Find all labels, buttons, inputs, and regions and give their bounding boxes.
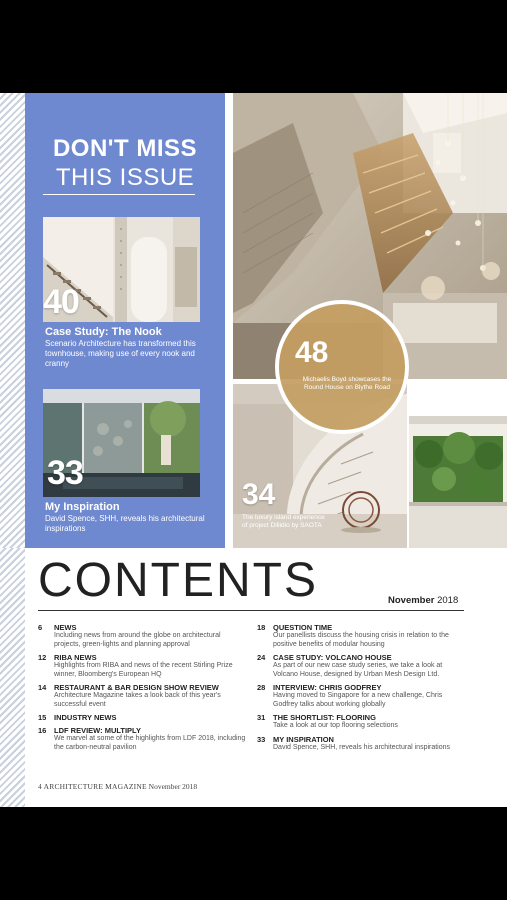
toc-item[interactable] [38,726,248,752]
feature-page-number: 34 [242,478,276,511]
toc-heading: LDF REVIEW: MULTIPLY [54,726,141,735]
toc-item[interactable] [257,653,467,679]
toc-item[interactable] [38,623,248,649]
magazine-brand: ARCHITECTURE MAGAZINE [43,782,147,791]
toc-page-number: 16 [38,726,47,735]
toc-description: Having moved to Singapore for a new challenge, Chris Godfrey talks about working globally [273,692,443,708]
page-footer [38,782,197,791]
toc-heading: QUESTION TIME [273,623,333,632]
feature-caption: The luxury island experience of project Dillidio by SAOTA [242,514,325,529]
toc-description: Our panellists discuss the housing crisis in relation to the positive benefits of modular housing [273,632,449,648]
footer-date: November 2018 [148,782,198,791]
toc-page-number: 24 [257,653,266,662]
toc-page-number: 15 [38,713,47,722]
folio-number: 4 [38,782,42,791]
feature-caption: Michaelis Boyd showcases the Round House on Blythe Road [302,376,392,391]
feature-photo-garden[interactable] [409,384,507,548]
story-description-inspiration: David Spence, SHH, reveals his architectural inspirations [45,514,205,533]
magazine-page [0,93,507,807]
feature-badge-48[interactable] [275,300,409,434]
dont-miss-panel [25,93,225,548]
toc-page-number: 6 [38,623,43,632]
toc-description: We marvel at some of the highlights from LDF 2018, including the carbon-neutral pavilion [54,735,246,751]
contents-divider [38,610,464,611]
toc-heading: RESTAURANT & BAR DESIGN SHOW REVIEW [54,683,219,692]
toc-page-number: 14 [38,683,47,692]
toc-description: Take a look at our top flooring selections [273,722,398,729]
story-page-number: 40 [43,283,79,321]
story-description-nook: Scenario Architecture has transformed this townhouse, making use of every nook and cranny [45,339,196,368]
toc-heading: NEWS [54,623,77,632]
toc-item[interactable] [38,653,248,679]
toc-page-number: 31 [257,713,266,722]
toc-page-number: 28 [257,683,266,692]
toc-item[interactable] [38,683,248,709]
feature-page-number: 48 [295,336,329,369]
toc-heading: CASE STUDY: VOLCANO HOUSE [273,653,392,662]
toc-heading: RIBA NEWS [54,653,97,662]
toc-heading: INTERVIEW: CHRIS GODFREY [273,683,382,692]
toc-item[interactable] [257,735,467,753]
toc-column-left [38,623,248,756]
contents-heading: CONTENTS [38,554,318,607]
toc-description: Highlights from RIBA and news of the recent Stirling Prize winner, Bloomberg's European HQ [54,662,233,678]
toc-page-number: 18 [257,623,266,632]
toc-description: Architecture Magazine takes a look back of this year's successful event [54,692,221,708]
toc-heading: THE SHORTLIST: FLOORING [273,713,376,722]
toc-item[interactable] [38,713,248,722]
toc-page-number: 33 [257,734,266,744]
dont-miss-title: DON'T MISS [52,135,198,162]
toc-column-right [257,623,467,756]
toc-item[interactable] [257,623,467,649]
story-title-inspiration[interactable]: My Inspiration [45,501,120,513]
issue-date [388,595,458,606]
title-divider [43,194,195,195]
issue-month: November [388,595,435,606]
hatched-margin-top [0,93,25,548]
toc-item[interactable] [257,713,467,731]
issue-year: 2018 [437,595,459,606]
toc-description: David Spence, SHH, reveals his architectural inspirations [273,743,451,751]
toc-description: Including news from around the globe on architectural projects, green-lights and planning approval [54,632,221,648]
toc-description: As part of our new case study series, we take a look at Volcano House, designed by Urban Mesh Design Ltd. [273,662,443,678]
hatched-margin-bottom [0,548,25,807]
toc-heading: INDUSTRY NEWS [54,713,117,722]
story-page-number: 33 [47,454,83,492]
toc-item[interactable] [257,683,467,709]
toc-page-number: 12 [38,653,47,662]
story-title-nook[interactable]: Case Study: The Nook [45,326,162,338]
this-issue-subtitle: THIS ISSUE [55,164,195,191]
toc-heading: MY INSPIRATION [273,734,334,744]
